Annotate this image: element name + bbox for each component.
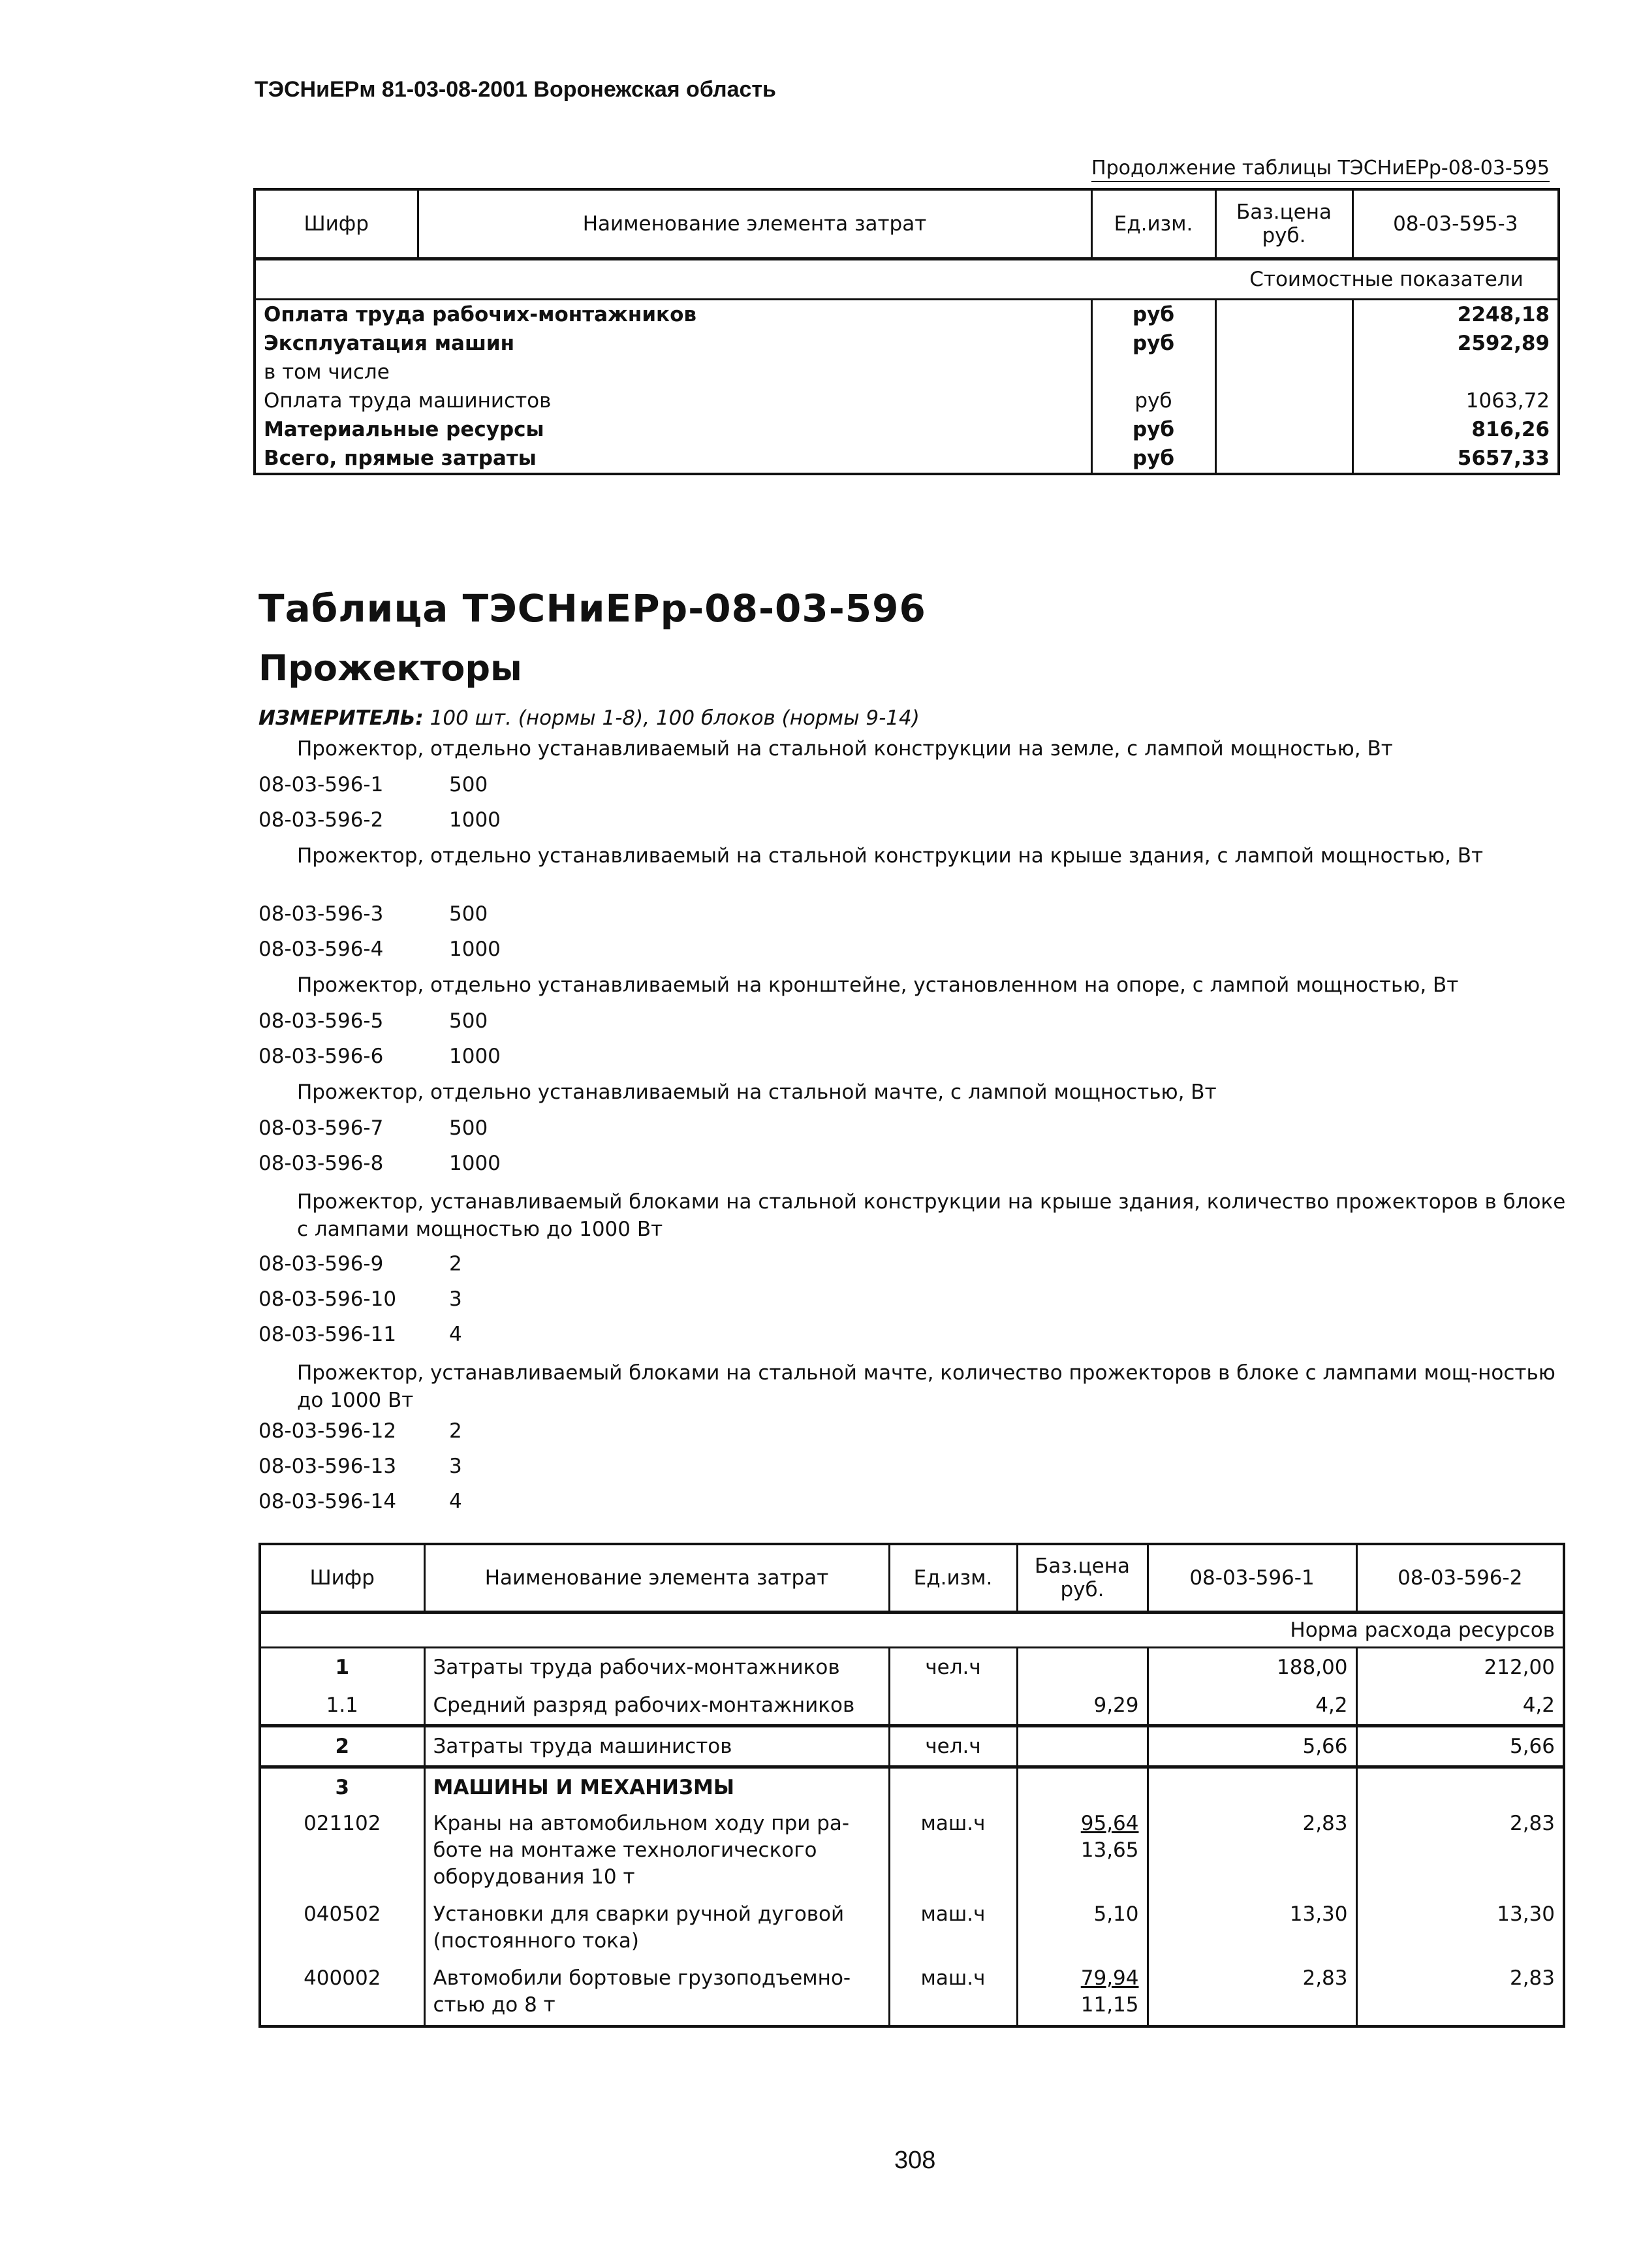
table-row xyxy=(255,358,1559,386)
col-header-price: Баз.цена руб. xyxy=(1017,1544,1148,1613)
item-value: 3 xyxy=(449,1455,462,1478)
row-unit: руб xyxy=(1091,386,1215,415)
measure-line xyxy=(258,706,920,730)
row-value: 1063,72 xyxy=(1352,386,1559,415)
item-value: 1000 xyxy=(449,808,501,832)
table-row xyxy=(255,300,1559,330)
row-price xyxy=(1017,1806,1148,1897)
row-unit xyxy=(889,1686,1017,1726)
item-description: Прожектор, отдельно устанавливаемый на стальной мачте, с лампой мощностью, Вт xyxy=(297,1080,1217,1104)
row-value-1: 5,66 xyxy=(1148,1726,1356,1767)
row-value-1: 4,2 xyxy=(1148,1686,1356,1726)
section-title: Таблица ТЭСНиЕРр-08-03-596 xyxy=(258,586,926,631)
row-name: в том числе xyxy=(264,360,390,384)
item-value: 2 xyxy=(449,1419,462,1443)
row-price xyxy=(1017,1961,1148,2026)
item-code: 08-03-596-2 xyxy=(258,808,384,832)
cost-table-595 xyxy=(253,188,1560,475)
row-price: 9,29 xyxy=(1017,1686,1148,1726)
item-value: 500 xyxy=(449,773,488,796)
item-code: 08-03-596-10 xyxy=(258,1287,397,1311)
row-value-2: 2,83 xyxy=(1356,1961,1564,2026)
table-row xyxy=(260,1961,1564,2026)
table-row xyxy=(255,415,1559,444)
row-value-2: 212,00 xyxy=(1356,1648,1564,1687)
item-value: 2 xyxy=(449,1252,462,1276)
item-code: 08-03-596-4 xyxy=(258,937,384,961)
table-row xyxy=(255,444,1559,474)
col-header-name: Наименование элемента затрат xyxy=(418,189,1091,259)
item-value: 4 xyxy=(449,1490,462,1513)
table-row xyxy=(260,1767,1564,1807)
row-price xyxy=(1017,1726,1148,1767)
col-header-price: Баз.цена руб. xyxy=(1215,189,1352,259)
row-price xyxy=(1017,1648,1148,1687)
row-name: Средний разряд рабочих-монтажников xyxy=(424,1686,889,1726)
row-name: Оплата труда машинистов xyxy=(264,389,552,413)
item-code: 08-03-596-9 xyxy=(258,1252,384,1276)
row-code: 021102 xyxy=(304,1812,381,1835)
table-row xyxy=(255,329,1559,358)
row-unit: руб xyxy=(1091,415,1215,444)
table-continuation-caption: Продолжение таблицы ТЭСНиЕРр-08-03-595 xyxy=(1091,157,1550,182)
table-row xyxy=(260,1686,1564,1726)
row-name: Всего, прямые затраты xyxy=(264,447,537,470)
table-row xyxy=(260,1897,1564,1961)
price-base: 95,64 xyxy=(1080,1812,1139,1835)
row-name: Эксплуатация машин xyxy=(264,332,515,355)
row-value: 2248,18 xyxy=(1352,300,1559,330)
item-value: 4 xyxy=(449,1323,462,1346)
table-row xyxy=(260,1726,1564,1767)
row-value-1: 2,83 xyxy=(1148,1961,1356,2026)
row-unit: руб xyxy=(1091,329,1215,358)
col-header-unit: Ед.изм. xyxy=(1091,189,1215,259)
col-header-norm: 08-03-595-3 xyxy=(1352,189,1559,259)
item-value: 1000 xyxy=(449,937,501,961)
item-code: 08-03-596-1 xyxy=(258,773,384,796)
row-value-2: 4,2 xyxy=(1356,1686,1564,1726)
subheader-label: Норма расхода ресурсов xyxy=(260,1613,1564,1648)
row-value-1: 13,30 xyxy=(1148,1897,1356,1961)
item-code: 08-03-596-14 xyxy=(258,1490,397,1513)
item-description: Прожектор, отдельно устанавливаемый на кронштейне, установленном на опоре, с лампой мощностью, Вт xyxy=(297,973,1459,997)
table-row xyxy=(260,1648,1564,1687)
item-code: 08-03-596-7 xyxy=(258,1116,384,1140)
price-wage: 13,65 xyxy=(1080,1838,1139,1862)
item-code: 08-03-596-13 xyxy=(258,1455,397,1478)
item-value: 1000 xyxy=(449,1045,501,1068)
item-code: 08-03-596-8 xyxy=(258,1152,384,1175)
row-unit: руб xyxy=(1091,300,1215,330)
row-code: 1.1 xyxy=(326,1693,358,1717)
table-header-row xyxy=(260,1544,1564,1613)
item-code: 08-03-596-5 xyxy=(258,1009,384,1033)
table-subheader-row xyxy=(255,259,1559,300)
item-description: Прожектор, отдельно устанавливаемый на стальной конструкции на земле, с лампой мощностью, Вт xyxy=(297,737,1393,761)
row-name: Материальные ресурсы xyxy=(264,418,544,441)
row-value: 816,26 xyxy=(1352,415,1559,444)
page-number: 308 xyxy=(894,2147,936,2174)
row-name: Установки для сварки ручной дуговой (постоянного тока) xyxy=(424,1897,889,1961)
row-code: 400002 xyxy=(304,1966,381,1990)
row-name: Краны на автомобильном ходу при ра-боте на монтаже технологического оборудования 10 т xyxy=(424,1806,889,1897)
row-code: 1 xyxy=(335,1655,350,1679)
row-unit: чел.ч xyxy=(889,1726,1017,1767)
item-code: 08-03-596-3 xyxy=(258,902,384,926)
measure-label: ИЗМЕРИТЕЛЬ: xyxy=(258,706,424,730)
item-code: 08-03-596-12 xyxy=(258,1419,397,1443)
row-value-2: 2,83 xyxy=(1356,1806,1564,1897)
table-row xyxy=(255,386,1559,415)
item-value: 500 xyxy=(449,1116,488,1140)
item-description: Прожектор, устанавливаемый блоками на стальной конструкции на крыше здания, количество прожекторов в блоке с лампами мощностью до 1000 Вт xyxy=(297,1190,1566,1241)
row-price: 5,10 xyxy=(1017,1897,1148,1961)
item-description: Прожектор, отдельно устанавливаемый на стальной конструкции на крыше здания, с лампой мощностью, Вт xyxy=(297,844,1484,868)
row-unit: маш.ч xyxy=(889,1806,1017,1897)
row-name: Оплата труда рабочих-монтажников xyxy=(264,303,696,326)
item-code: 08-03-596-6 xyxy=(258,1045,384,1068)
subheader-label: Стоимостные показатели xyxy=(1215,259,1559,300)
item-value: 1000 xyxy=(449,1152,501,1175)
row-value-1: 2,83 xyxy=(1148,1806,1356,1897)
measure-value: 100 шт. (нормы 1-8), 100 блоков (нормы 9-14) xyxy=(430,706,920,730)
row-name: Затраты труда машинистов xyxy=(424,1726,889,1767)
row-unit: маш.ч xyxy=(889,1897,1017,1961)
item-value: 3 xyxy=(449,1287,462,1311)
row-unit: чел.ч xyxy=(889,1648,1017,1687)
running-header: ТЭСНиЕРм 81-03-08-2001 Воронежская область xyxy=(255,77,776,102)
row-value-2: 13,30 xyxy=(1356,1897,1564,1961)
row-name: Автомобили бортовые грузоподъемно-стью до 8 т xyxy=(424,1961,889,2026)
item-code: 08-03-596-11 xyxy=(258,1323,397,1346)
item-value: 500 xyxy=(449,902,488,926)
col-header-norm-2: 08-03-596-2 xyxy=(1356,1544,1564,1613)
table-subheader-row xyxy=(260,1613,1564,1648)
row-code: 2 xyxy=(260,1726,424,1767)
price-base: 79,94 xyxy=(1080,1966,1139,1990)
col-header-norm-1: 08-03-596-1 xyxy=(1148,1544,1356,1613)
row-value: 5657,33 xyxy=(1352,444,1559,474)
row-code: 3 xyxy=(260,1767,424,1807)
item-description: Прожектор, устанавливаемый блоками на стальной мачте, количество прожекторов в блоке с лампами мощ-ностью до 1000 Вт xyxy=(297,1361,1555,1412)
item-value: 500 xyxy=(449,1009,488,1033)
row-name: Затраты труда рабочих-монтажников xyxy=(424,1648,889,1687)
row-unit: руб xyxy=(1091,444,1215,474)
section-subtitle: Прожекторы xyxy=(258,648,522,689)
col-header-code: Шифр xyxy=(260,1544,424,1613)
col-header-unit: Ед.изм. xyxy=(889,1544,1017,1613)
resource-norm-table-596 xyxy=(258,1543,1565,2028)
row-value-1: 188,00 xyxy=(1148,1648,1356,1687)
col-header-name: Наименование элемента затрат xyxy=(424,1544,889,1613)
row-value-2: 5,66 xyxy=(1356,1726,1564,1767)
row-name: МАШИНЫ И МЕХАНИЗМЫ xyxy=(424,1767,889,1807)
row-unit: маш.ч xyxy=(889,1961,1017,2026)
row-value: 2592,89 xyxy=(1352,329,1559,358)
table-header-row xyxy=(255,189,1559,259)
row-code: 040502 xyxy=(304,1902,381,1926)
table-row xyxy=(260,1806,1564,1897)
col-header-code: Шифр xyxy=(255,189,418,259)
price-wage: 11,15 xyxy=(1080,1993,1139,2017)
